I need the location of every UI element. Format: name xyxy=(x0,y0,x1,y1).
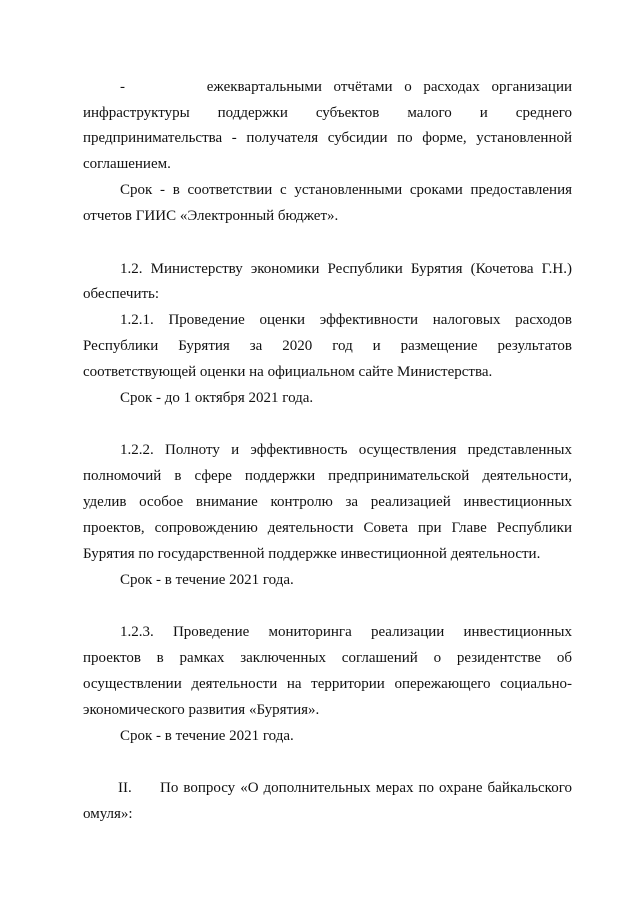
text-line: соглашением. xyxy=(83,156,171,172)
text-line: По вопросу «О дополнительных мерах по охране байкальского xyxy=(160,780,572,796)
text-line: 1.2. Министерству экономики Республики Бурятия (Кочетова Г.Н.) xyxy=(120,261,572,277)
text-line: осуществлении деятельности на территории опережающего социально- xyxy=(83,676,572,692)
text-line: экономического развития «Бурятия». xyxy=(83,702,320,718)
text-line: 1.2.3. Проведение мониторинга реализации инвестиционных xyxy=(120,624,572,640)
text-line: Срок - в соответствии с установленными сроками предоставления xyxy=(120,182,572,198)
text-line: проектов, сопровождению деятельности Совета при Главе Республики xyxy=(83,520,572,536)
text-line: 1.2.2. Полноту и эффективность осуществления представленных xyxy=(120,442,572,458)
section-number: II. xyxy=(118,780,132,796)
text-line: инфраструктуры поддержки субъектов малого и среднего xyxy=(83,105,572,121)
text-line: Республики Бурятия за 2020 год и размещение результатов xyxy=(83,338,572,354)
text-line: омуля»: xyxy=(83,806,133,822)
text-line: 1.2.1. Проведение оценки эффективности налоговых расходов xyxy=(120,312,572,328)
text-line: Срок - до 1 октября 2021 года. xyxy=(120,390,314,406)
text-line: Срок - в течение 2021 года. xyxy=(120,728,294,744)
text-line: полномочий в сфере поддержки предпринимательской деятельности, xyxy=(83,468,572,484)
text-line: проектов в рамках заключенных соглашений о резидентстве об xyxy=(83,650,572,666)
text-line: - ежеквартальными отчётами о расходах организации xyxy=(120,79,572,95)
text-line: предпринимательства - получателя субсидии по форме, установленной xyxy=(83,130,572,146)
text-line: Срок - в течение 2021 года. xyxy=(120,572,294,588)
text-line: обеспечить: xyxy=(83,286,160,302)
text-line: уделив особое внимание контролю за реализацией инвестиционных xyxy=(83,494,572,510)
text-line: отчетов ГИИС «Электронный бюджет». xyxy=(83,208,339,224)
text-line: соответствующей оценки на официальном сайте Министерства. xyxy=(83,364,493,380)
text-line: Бурятия по государственной поддержке инвестиционной деятельности. xyxy=(83,546,541,562)
